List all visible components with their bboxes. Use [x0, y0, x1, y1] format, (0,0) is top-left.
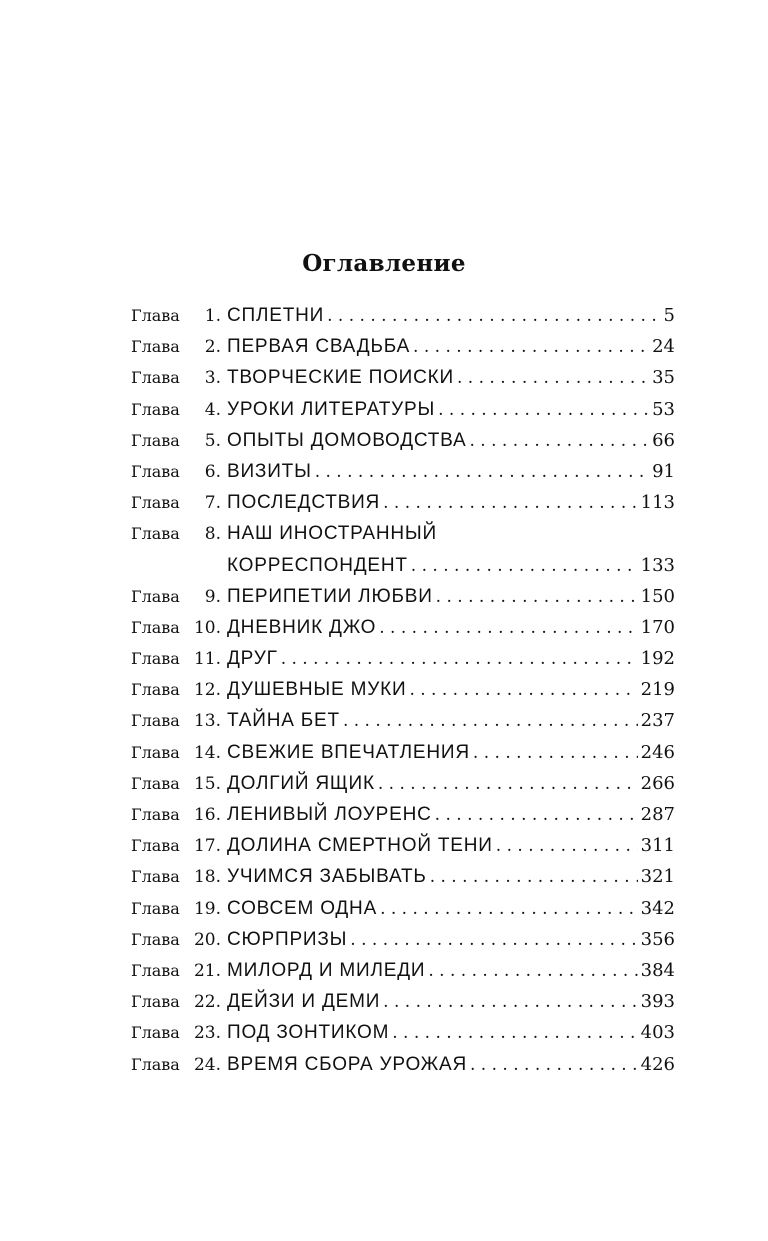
page-number: 35: [652, 367, 675, 389]
page-number: 219: [640, 679, 675, 701]
dot-leader: [473, 738, 638, 769]
chapter-title: ПЕРИПЕТИИ ЛЮБВИ: [227, 585, 433, 607]
chapter-number: 13.: [193, 711, 221, 732]
dot-leader: [457, 363, 649, 394]
page-number: 393: [640, 991, 675, 1013]
dot-leader: [496, 831, 638, 862]
toc-entry[interactable]: [131, 893, 675, 924]
chapter-title: УРОКИ ЛИТЕРАТУРЫ: [227, 398, 436, 420]
dot-leader: [379, 613, 637, 644]
dot-leader: [392, 1018, 637, 1049]
chapter-label: Глава: [131, 430, 180, 450]
chapter-title: ДЕЙЗИ И ДЕМИ: [227, 991, 381, 1013]
chapter-title: СОВСЕМ ОДНА: [227, 897, 378, 919]
toc-entry[interactable]: [131, 612, 675, 643]
chapter-number: 11.: [193, 649, 221, 670]
chapter-title: ОПЫТЫ ДОМОВОДСТВА: [227, 429, 467, 451]
table-of-contents: [131, 300, 675, 1080]
chapter-title: ЛЕНИВЫЙ ЛОУРЕНС: [227, 804, 432, 825]
chapter-label: Глава: [131, 960, 180, 980]
chapter-number: 24.: [193, 1054, 221, 1075]
chapter-label: Глава: [131, 898, 180, 918]
page-number: 170: [640, 616, 675, 638]
chapter-number: 9.: [204, 586, 221, 607]
toc-entry[interactable]: [131, 456, 675, 487]
page-number: 403: [640, 1022, 675, 1044]
chapter-title: ВРЕМЯ СБОРА УРОЖАЯ: [227, 1053, 467, 1075]
dot-leader: [378, 769, 638, 800]
dot-leader: [315, 457, 649, 488]
chapter-title: НАШ ИНОСТРАННЫЙ: [227, 523, 437, 545]
chapter-number: 10.: [193, 617, 221, 638]
chapter-label: Глава: [131, 586, 180, 606]
chapter-title: ПЕРВАЯ СВАДЬБА: [227, 336, 411, 358]
dot-leader: [428, 956, 637, 987]
toc-entry[interactable]: [131, 643, 675, 674]
chapter-label: Глава: [131, 399, 180, 419]
chapter-number: 17.: [193, 836, 221, 857]
page-number: 53: [652, 398, 675, 420]
chapter-label: Глава: [131, 617, 180, 637]
chapter-label: Глава: [131, 1023, 180, 1043]
toc-entry[interactable]: [131, 518, 675, 549]
chapter-number: 4.: [204, 399, 221, 420]
page-number: 192: [640, 648, 675, 670]
page-number: 384: [640, 959, 675, 981]
chapter-number: 14.: [193, 742, 221, 763]
dot-leader: [411, 551, 638, 582]
page-number: 150: [640, 585, 675, 607]
toc-entry[interactable]: [131, 1049, 675, 1080]
chapter-title-continuation: КОРРЕСПОНДЕНТ: [227, 554, 408, 576]
page-number: 342: [640, 897, 675, 919]
chapter-title: УЧИМСЯ ЗАБЫВАТЬ: [227, 866, 427, 888]
toc-entry[interactable]: [131, 705, 675, 736]
chapter-number: 23.: [193, 1023, 221, 1044]
toc-entry[interactable]: [131, 799, 675, 830]
page-number: 237: [640, 710, 675, 732]
dot-leader: [413, 332, 649, 363]
chapter-label: Глава: [131, 836, 180, 856]
chapter-label: Глава: [131, 493, 180, 513]
chapter-title: СЮРПРИЗЫ: [227, 928, 348, 950]
chapter-title: ТВОРЧЕСКИЕ ПОИСКИ: [227, 367, 454, 389]
chapter-label: Глава: [131, 773, 180, 793]
chapter-title: СПЛЕТНИ: [227, 305, 325, 326]
chapter-label: Глава: [131, 742, 180, 762]
dot-leader: [281, 644, 638, 675]
page-number: 311: [640, 835, 675, 857]
chapter-title: ПОСЛЕДСТВИЯ: [227, 492, 381, 514]
chapter-number: 15.: [193, 773, 221, 794]
chapter-number: 1.: [204, 306, 221, 326]
chapter-title: ДОЛГИЙ ЯЩИК: [227, 772, 375, 794]
chapter-number: 16.: [193, 805, 221, 825]
page-number: 266: [640, 772, 675, 794]
dot-leader: [350, 925, 637, 956]
toc-entry[interactable]: [131, 737, 675, 768]
chapter-label: Глава: [131, 711, 180, 731]
toc-entry[interactable]: [131, 425, 675, 456]
chapter-title: ТАЙНА БЕТ: [227, 710, 340, 732]
chapter-label: Глава: [131, 929, 180, 949]
page-number: 287: [640, 804, 675, 825]
toc-title: Оглавление: [302, 250, 466, 277]
toc-entry[interactable]: [131, 362, 675, 393]
chapter-title: СВЕЖИЕ ВПЕЧАТЛЕНИЯ: [227, 741, 470, 763]
dot-leader: [470, 426, 650, 457]
toc-entry-continuation[interactable]: [131, 550, 675, 581]
chapter-label: Глава: [131, 306, 180, 325]
toc-entry[interactable]: [131, 487, 675, 518]
dot-leader: [435, 800, 638, 831]
toc-entry[interactable]: [131, 331, 675, 362]
page-number: 113: [640, 492, 675, 514]
chapter-number: 20.: [193, 929, 221, 950]
dot-leader: [438, 395, 649, 426]
toc-entry[interactable]: [131, 300, 675, 331]
dot-leader: [383, 488, 638, 519]
chapter-label: Глава: [131, 680, 180, 700]
page-number: 24: [652, 336, 675, 358]
dot-leader: [380, 894, 638, 925]
chapter-number: 6.: [204, 461, 221, 482]
chapter-number: 12.: [193, 680, 221, 701]
page-number: 91: [652, 460, 675, 482]
page-number: 133: [640, 554, 675, 576]
chapter-title: ДНЕВНИК ДЖО: [227, 616, 377, 638]
chapter-label: Глава: [131, 1054, 180, 1074]
chapter-number: 3.: [204, 368, 221, 389]
chapter-number: 22.: [193, 992, 221, 1013]
chapter-number: 2.: [204, 337, 221, 358]
toc-entry[interactable]: [131, 955, 675, 986]
chapter-title: ВИЗИТЫ: [227, 460, 312, 482]
toc-entry[interactable]: [131, 1017, 675, 1048]
chapter-label: Глава: [131, 368, 180, 388]
dot-leader: [430, 862, 638, 893]
toc-entry[interactable]: [131, 924, 675, 955]
chapter-label: Глава: [131, 649, 180, 669]
chapter-number: 8.: [204, 524, 221, 545]
page-number: 246: [640, 741, 675, 763]
dot-leader: [343, 706, 638, 737]
chapter-title: ПОД ЗОНТИКОМ: [227, 1022, 390, 1044]
toc-entry[interactable]: [131, 394, 675, 425]
chapter-number: 5.: [204, 430, 221, 451]
toc-entry[interactable]: [131, 768, 675, 799]
chapter-label: Глава: [131, 992, 180, 1012]
dot-leader: [383, 987, 637, 1018]
dot-leader: [327, 301, 660, 332]
dot-leader: [470, 1050, 638, 1081]
chapter-title: ДОЛИНА СМЕРТНОЙ ТЕНИ: [227, 835, 493, 857]
toc-entry[interactable]: [131, 986, 675, 1017]
chapter-title: МИЛОРД И МИЛЕДИ: [227, 959, 426, 981]
toc-entry[interactable]: [131, 674, 675, 705]
page-number: 321: [640, 866, 675, 888]
page-number: 426: [640, 1053, 675, 1075]
dot-leader: [409, 675, 637, 706]
dot-leader: [436, 582, 638, 613]
chapter-number: 21.: [193, 960, 221, 981]
chapter-title: ДУШЕВНЫЕ МУКИ: [227, 679, 407, 701]
chapter-number: 18.: [193, 867, 221, 888]
page-number: 5: [663, 305, 675, 326]
toc-entry[interactable]: [131, 830, 675, 861]
toc-entry[interactable]: [131, 581, 675, 612]
chapter-label: Глава: [131, 461, 180, 481]
chapter-number: 7.: [204, 493, 221, 514]
chapter-label: Глава: [131, 337, 180, 357]
page-number: 66: [652, 429, 675, 451]
chapter-label: Глава: [131, 524, 180, 544]
chapter-label: Глава: [131, 867, 180, 887]
chapter-number: 19.: [193, 898, 221, 919]
chapter-label: Глава: [131, 805, 180, 824]
toc-entry[interactable]: [131, 861, 675, 892]
chapter-title: ДРУГ: [227, 648, 278, 670]
page-number: 356: [640, 928, 675, 950]
